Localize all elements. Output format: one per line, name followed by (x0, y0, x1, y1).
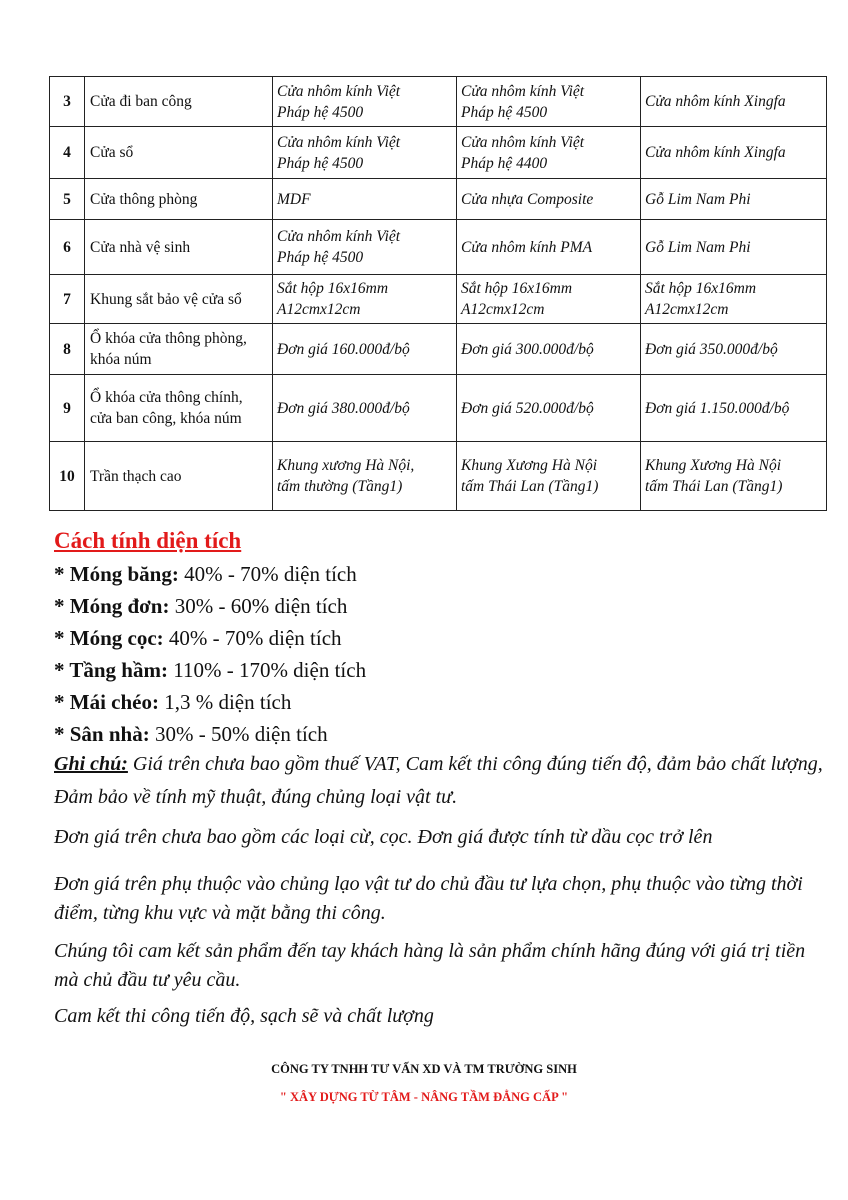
area-item-label: * Móng cọc: (54, 626, 164, 650)
area-item-label: * Móng đơn: (54, 594, 170, 618)
area-item-label: * Mái chéo: (54, 690, 159, 714)
table-row (50, 324, 827, 375)
area-item-label: * Tầng hầm: (54, 658, 168, 682)
note-paragraph (54, 750, 834, 779)
note-paragraph: Chúng tôi cam kết sản phẩm đến tay khách hàng là sản phẩm chính hãng đúng với giá trị tiền mà chủ đầu tư yêu cầu. (54, 940, 806, 991)
note-paragraph: Cam kết thi công tiến độ, sạch sẽ và chất lượng (54, 1005, 434, 1027)
row-option-3: Cửa nhôm kính Xingfa (641, 127, 827, 179)
area-item-value: 40% - 70% diện tích (163, 626, 342, 650)
row-option-1: Khung xương Hà Nội, tấm thường (Tầng1) (273, 442, 457, 511)
area-title: Cách tính diện tích (54, 528, 242, 553)
row-item: Cửa sổ (85, 127, 273, 179)
row-item: Trần thạch cao (85, 442, 273, 511)
row-item: Khung sắt bảo vệ cửa sổ (85, 275, 273, 324)
area-item-value: 110% - 170% diện tích (167, 658, 367, 682)
row-option-1: Cửa nhôm kính Việt Pháp hệ 4500 (273, 77, 457, 127)
row-item: Ổ khóa cửa thông chính, cửa ban công, khóa núm (85, 375, 273, 442)
row-option-3: Sắt hộp 16x16mm A12cmx12cm (641, 275, 827, 324)
row-option-2: Cửa nhôm kính Việt Pháp hệ 4500 (457, 77, 641, 127)
area-item (54, 558, 834, 590)
row-option-3: Đơn giá 350.000đ/bộ (641, 324, 827, 375)
area-item (54, 590, 834, 622)
row-option-1: MDF (273, 179, 457, 220)
row-option-2: Đơn giá 520.000đ/bộ (457, 375, 641, 442)
row-option-1: Cửa nhôm kính Việt Pháp hệ 4500 (273, 127, 457, 179)
area-item-value: 30% - 50% diện tích (149, 722, 328, 746)
row-option-3: Gỗ Lim Nam Phi (641, 179, 827, 220)
row-option-1: Sắt hộp 16x16mm A12cmx12cm (273, 275, 457, 324)
row-number: 7 (50, 275, 85, 324)
spec-table (49, 76, 827, 511)
company-name: CÔNG TY TNHH TƯ VẤN XD VÀ TM TRƯỜNG SINH (271, 1062, 577, 1076)
table-row (50, 220, 827, 275)
area-section (54, 526, 834, 1031)
row-option-1: Cửa nhôm kính Việt Pháp hệ 4500 (273, 220, 457, 275)
area-item-value: 30% - 60% diện tích (169, 594, 348, 618)
area-item (54, 686, 834, 718)
table-row (50, 127, 827, 179)
note-paragraph: Đảm bảo về tính mỹ thuật, đúng chủng loại vật tư. (54, 786, 458, 808)
area-item (54, 622, 834, 654)
row-option-2: Cửa nhôm kính Việt Pháp hệ 4400 (457, 127, 641, 179)
table-row (50, 77, 827, 127)
table-row (50, 442, 827, 511)
note-paragraph: Đơn giá trên chưa bao gồm các loại cừ, cọc. Đơn giá được tính từ dầu cọc trở lên (54, 826, 713, 848)
company-slogan: " XÂY DỰNG TỪ TÂM - NÂNG TẦM ĐẲNG CẤP " (279, 1090, 569, 1104)
row-option-2: Đơn giá 300.000đ/bộ (457, 324, 641, 375)
area-item-label: * Sân nhà: (54, 722, 150, 746)
table-row (50, 275, 827, 324)
row-option-2: Cửa nhựa Composite (457, 179, 641, 220)
area-item (54, 718, 834, 750)
row-item: Cửa nhà vệ sinh (85, 220, 273, 275)
area-item-value: 40% - 70% diện tích (178, 562, 357, 586)
row-number: 4 (50, 127, 85, 179)
row-item: Ổ khóa cửa thông phòng, khóa núm (85, 324, 273, 375)
row-option-3: Khung Xương Hà Nội tấm Thái Lan (Tầng1) (641, 442, 827, 511)
row-option-1: Đơn giá 380.000đ/bộ (273, 375, 457, 442)
row-option-2: Sắt hộp 16x16mm A12cmx12cm (457, 275, 641, 324)
row-number: 8 (50, 324, 85, 375)
note-paragraph: Đơn giá trên phụ thuộc vào chủng lạo vật tư do chủ đầu tư lựa chọn, phụ thuộc vào từng thời điểm, từng khu vực và mặt bằng thi công. (54, 873, 803, 924)
note-text: Giá trên chưa bao gồm thuế VAT, Cam kết thi công đúng tiến độ, đảm bảo chất lượng, (127, 753, 823, 775)
row-option-3: Cửa nhôm kính Xingfa (641, 77, 827, 127)
table-row (50, 375, 827, 442)
row-item: Cửa đi ban công (85, 77, 273, 127)
row-number: 5 (50, 179, 85, 220)
row-number: 6 (50, 220, 85, 275)
area-item-value: 1,3 % diện tích (158, 690, 292, 714)
row-number: 3 (50, 77, 85, 127)
row-option-3: Gỗ Lim Nam Phi (641, 220, 827, 275)
row-item: Cửa thông phòng (85, 179, 273, 220)
row-option-2: Khung Xương Hà Nội tấm Thái Lan (Tầng1) (457, 442, 641, 511)
table-row (50, 179, 827, 220)
row-option-3: Đơn giá 1.150.000đ/bộ (641, 375, 827, 442)
row-number: 9 (50, 375, 85, 442)
row-option-2: Cửa nhôm kính PMA (457, 220, 641, 275)
row-number: 10 (50, 442, 85, 511)
note-label: Ghi chú: (54, 753, 128, 775)
row-option-1: Đơn giá 160.000đ/bộ (273, 324, 457, 375)
area-item-label: * Móng băng: (54, 562, 179, 586)
area-item (54, 654, 834, 686)
